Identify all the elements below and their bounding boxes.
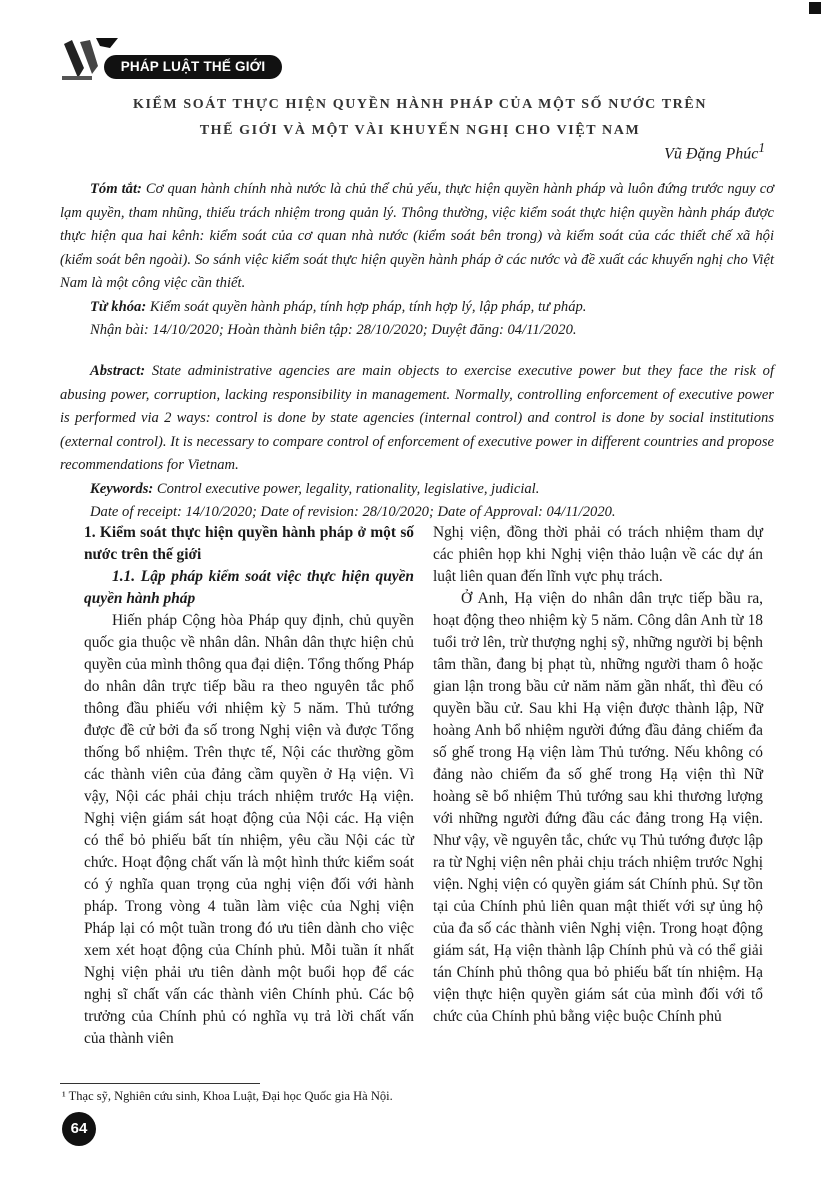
left-paragraph-1: Hiến pháp Cộng hòa Pháp quy định, chủ quyền quốc gia thuộc về nhân dân. Nhân dân thực hiện chủ quyền của mình thông qua đại diện. Tổng thống Pháp do nhân dân trực tiếp bầu ra theo nguyên tắc phổ thông đầu phiếu với nhiệm kỳ 5 năm. Thủ tướng được đề cử bởi đa số trong Nghị viện và được Tổng thống bổ nhiệm. Trên thực tế, Nội các thường gồm các thành viên của đảng cầm quyền ở Hạ viện. Vì vậy, Nội các phải chịu trách nhiệm trước Hạ viện. Nghị viện giám sát hoạt động của Nội các. Hạ viện có thể bỏ phiếu bất tín nhiệm, yêu cầu Nội các từ chức. Hoạt động chất vấn là một hình thức kiểm soát có ý nghĩa quan trọng của nghị viện đối với hành pháp. Trong vòng 4 tuần làm việc của Nghị viện Pháp lại có một tuần trong đó ưu tiên dành cho việc xem xét hoạt động của Chính phủ. Mỗi tuần ít nhất Nghị viện phải ưu tiên dành một buổi họp để các nghị sĩ chất vấn các thành viên Chính phủ. Các bộ trưởng của Chính phủ có nghĩa vụ trả lời chất vấn của thành viên <box>84 612 414 1047</box>
page-number: 64 <box>62 1112 96 1146</box>
summary-en-label: Abstract: <box>90 363 146 379</box>
right-paragraph-1: Ở Anh, Hạ viện do nhân dân trực tiếp bầu ra, hoạt động theo nhiệm kỳ 5 năm. Công dân Anh từ 18 tuổi trở lên, trừ thượng nghị sỹ, những người bị bệnh tâm thần, đang bị phạt tù, những người tham ô hoặc gian lận trong bầu cử năm năm gần nhất, thì đều có quyền bầu cử. Sau khi Hạ viện được thành lập, Nữ hoàng Anh bổ nhiệm người đứng đầu đảng chiếm đa số ghế trong Hạ viện làm Thủ tướng. Nếu không có đảng nào chiếm đa số ghế trong Hạ viện thì Nữ hoàng sẽ bổ nhiệm Thủ tướng sau khi thương lượng với những người đứng đầu các đảng trong Hạ viện. Như vậy, về nguyên tắc, chức vụ Thủ tướng được lập ra từ Nghị viện nên phải chịu trách nhiệm trước Nghị viện. Nghị viện có quyền giám sát Chính phủ. Sự tồn tại của Chính phủ liên quan mật thiết với sự ủng hộ của đa số các thành viên Nghị viện. Trong hoạt động giám sát, Hạ viện thành lập Chính phủ và có thể giải tán Chính phủ thông qua bỏ phiếu bất tín nhiệm. Hạ viện thực hiện quyền giám sát của mình đối với tổ chức của Chính phủ bằng việc buộc Chính phủ <box>433 590 763 1025</box>
article-title-line1: KIỂM SOÁT THỰC HIỆN QUYỀN HÀNH PHÁP CỦA MỘT SỐ NƯỚC TRÊN <box>132 97 708 112</box>
keywords-vi-label: Từ khóa: <box>90 298 147 315</box>
heading-1-1: 1.1. Lập pháp kiểm soát việc thực hiện quyền quyền hành pháp <box>84 568 414 607</box>
dates-vi: Nhận bài: 14/10/2020; Hoàn thành biên tập: 28/10/2020; Duyệt đăng: 04/11/2020. <box>90 322 577 338</box>
keywords-en <box>60 478 774 502</box>
corner-registration-mark <box>809 2 821 14</box>
summary-en-text: State administrative agencies are main objects to exercise executive power but they face the risk of abusing power, corruption, lacking responsibility in management. Normally, controlling enforcement of executive power is performed via 2 ways: control is done by state agencies (internal control) and control is done by social institutions (external control). It is necessary to compare control of enforcement of executive power in different countries and propose recommendations for Vietnam. <box>60 363 774 473</box>
summary-vi <box>60 178 774 296</box>
summary-vi-label: Tóm tắt: <box>90 181 142 197</box>
author-text: Vũ Đặng Phúc <box>664 145 759 163</box>
abstract-vietnamese <box>60 178 774 343</box>
keywords-vi-text: Kiểm soát quyền hành pháp, tính hợp pháp, tính hợp lý, lập pháp, tư pháp. <box>146 298 587 315</box>
summary-vi-text: Cơ quan hành chính nhà nước là chủ thể chủ yếu, thực hiện quyền hành pháp và luôn đứng trước nguy cơ lạm quyền, tham nhũng, thiếu trách nhiệm trong quản lý. Thông thường, việc kiểm soát thực hiện quyền hành pháp được thực hiện qua hai kênh: kiểm soát của cơ quan nhà nước (kiểm soát bên trong) và kiểm soát của các thiết chế xã hội (kiểm soát bên ngoài). So sánh việc kiểm soát thực hiện quyền hành pháp ở các nước và đề xuất các khuyến nghị cho Việt Nam là một công việc cần thiết. <box>60 181 774 291</box>
article-title-line2: THẾ GIỚI VÀ MỘT VÀI KHUYẾN NGHỊ CHO VIỆT NAM <box>199 123 641 138</box>
footnote-divider <box>60 1083 260 1084</box>
right-paragraph-0: Nghị viện, đồng thời phải có trách nhiệm tham dự các phiên họp khi Nghị viện thảo luận về các dự án luật liên quan đến lĩnh vực phụ trách. <box>433 524 763 585</box>
body-column-right <box>433 522 763 1028</box>
author-name <box>664 140 765 163</box>
dates-en: Date of receipt: 14/10/2020; Date of revision: 28/10/2020; Date of Approval: 04/11/2020. <box>90 504 616 520</box>
abstract-english <box>60 360 774 525</box>
keywords-en-text: Control executive power, legality, rationality, legislative, judicial. <box>153 480 540 497</box>
keywords-vi <box>60 296 774 320</box>
author-footnote-mark: 1 <box>758 140 765 155</box>
summary-en <box>60 360 774 478</box>
heading-1: 1. Kiểm soát thực hiện quyền hành pháp ở một số nước trên thế giới <box>84 524 414 563</box>
footnote: ¹ Thạc sỹ, Nghiên cứu sinh, Khoa Luật, Đại học Quốc gia Hà Nội. <box>62 1089 393 1103</box>
section-label: PHÁP LUẬT THẾ GIỚI <box>104 55 282 79</box>
body-column-left <box>84 522 414 1050</box>
keywords-en-label: Keywords: <box>90 480 154 497</box>
